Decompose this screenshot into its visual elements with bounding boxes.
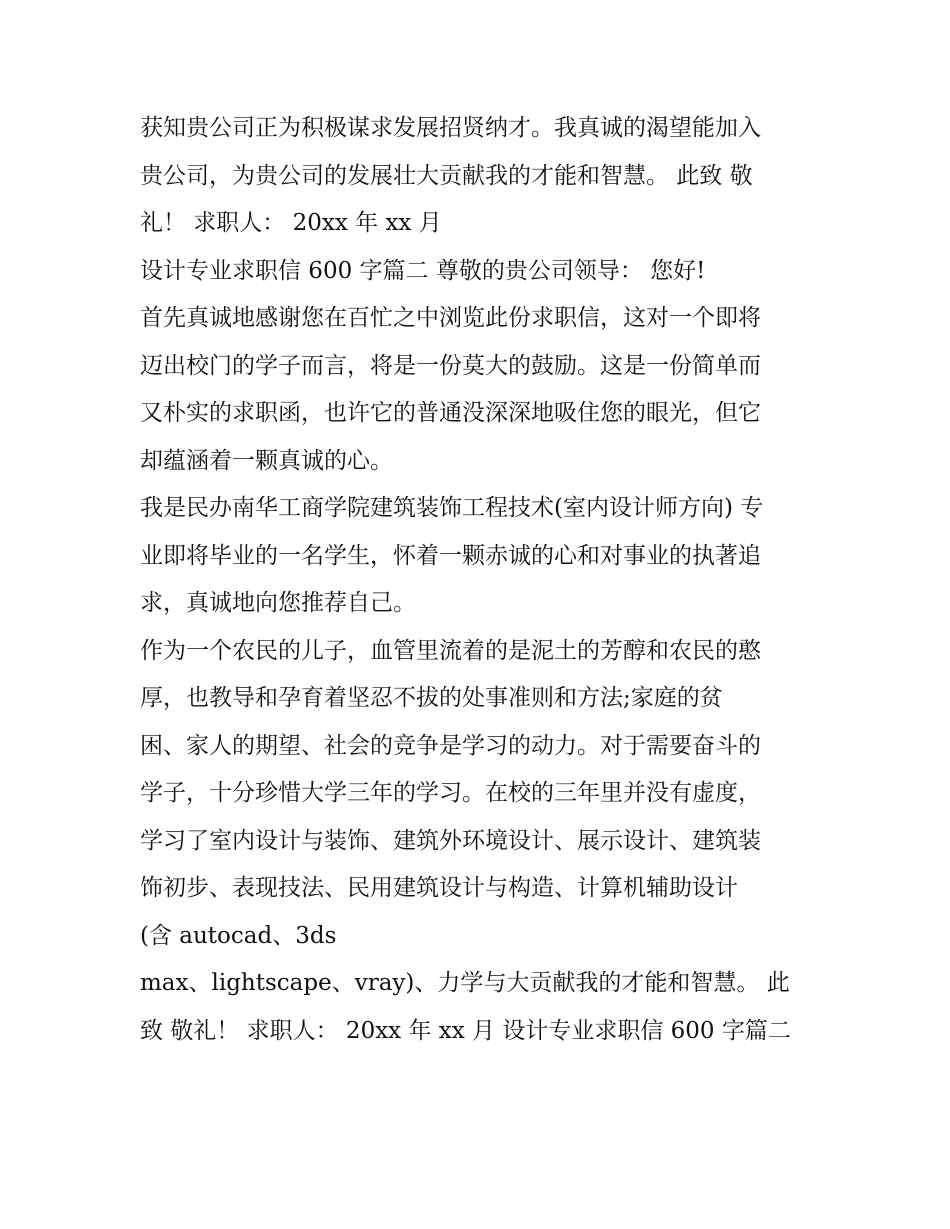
text-line: 求，真诚地向您推荐自己。	[140, 590, 416, 616]
text-line: 作为一个农民的儿子，血管里流着的是泥土的芳醇和农民的憨	[140, 637, 761, 664]
text-line: 又朴实的求职函，也许它的普通没深深地吸住您的眼光，但它	[140, 400, 761, 426]
text-line: 学子，十分珍惜大学三年的学习。在校的三年里并没有虚度，	[140, 780, 761, 806]
text-line: 学习了室内设计与装饰、建筑外环境设计、展示设计、建筑装	[140, 827, 761, 854]
text-line: 首先真诚地感谢您在百忙之中浏览此份求职信，这对一个即将	[140, 305, 761, 331]
text-line: (含 autocad、3ds	[140, 922, 337, 949]
text-line: 业即将毕业的一名学生，怀着一颗赤诚的心和对事业的执著追	[140, 542, 761, 569]
text-line: max、lightscape、vray)、力学与大贡献我的才能和智慧。 此	[140, 970, 790, 996]
text-line: 贵公司，为贵公司的发展壮大贡献我的才能和智慧。 此致 敬	[140, 162, 753, 189]
letter-body	[140, 105, 820, 1055]
text-line: 饰初步、表现技法、民用建筑设计与构造、计算机辅助设计	[140, 875, 738, 901]
text-line: 礼！ 求职人： 20xx 年 xx 月	[140, 210, 442, 236]
text-line: 我是民办南华工商学院建筑装饰工程技术(室内设计师方向) 专	[140, 495, 764, 521]
text-line: 困、家人的期望、社会的竞争是学习的动力。对于需要奋斗的	[140, 732, 761, 759]
text-line: 厚，也教导和孕育着坚忍不拔的处事准则和方法;家庭的贫	[140, 685, 723, 711]
text-line: 获知贵公司正为积极谋求发展招贤纳才。我真诚的渴望能加入	[140, 115, 761, 141]
text-line: 迈出校门的学子而言，将是一份莫大的鼓励。这是一份简单而	[140, 352, 761, 379]
text-line: 致 敬礼！ 求职人： 20xx 年 xx 月 设计专业求职信 600 字篇二	[140, 1017, 791, 1044]
text-line: 设计专业求职信 600 字篇二 尊敬的贵公司领导： 您好!	[140, 257, 706, 284]
text-line: 却蕴涵着一颗真诚的心。	[140, 447, 393, 474]
